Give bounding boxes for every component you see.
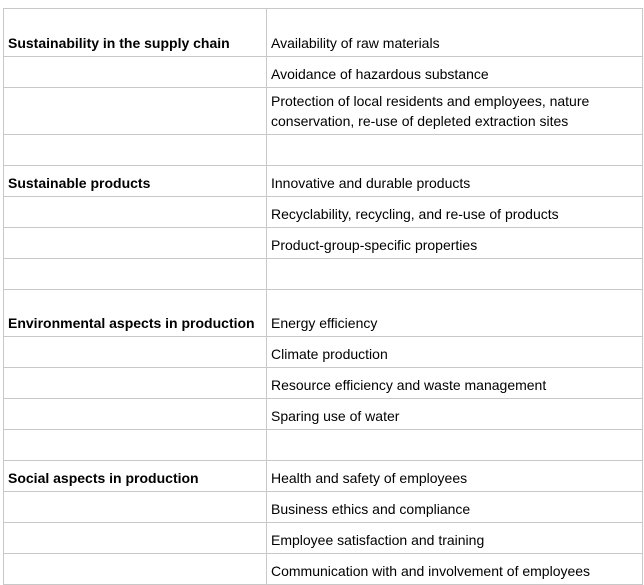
table-row xyxy=(4,461,643,492)
aspect-cell: Innovative and durable products xyxy=(267,166,643,197)
category-cell: Sustainability in the supply chain xyxy=(4,9,267,57)
category-cell xyxy=(4,554,267,585)
table-row xyxy=(4,368,643,399)
table-row xyxy=(4,197,643,228)
category-cell xyxy=(4,492,267,523)
category-cell xyxy=(4,337,267,368)
category-cell xyxy=(4,430,267,461)
aspect-cell: Product-group-specific properties xyxy=(267,228,643,259)
category-cell: Social aspects in production xyxy=(4,461,267,492)
aspect-cell: Recyclability, recycling, and re-use of products xyxy=(267,197,643,228)
category-cell xyxy=(4,228,267,259)
table-row xyxy=(4,337,643,368)
category-cell xyxy=(4,368,267,399)
aspect-cell: Communication with and involvement of employees xyxy=(267,554,643,585)
table-row xyxy=(4,259,643,290)
aspect-cell: Availability of raw materials xyxy=(267,9,643,57)
category-cell: Environmental aspects in production xyxy=(4,290,267,337)
aspect-cell xyxy=(267,430,643,461)
category-cell: Sustainable products xyxy=(4,166,267,197)
category-cell xyxy=(4,399,267,430)
aspect-cell: Employee satisfaction and training xyxy=(267,523,643,554)
table-row xyxy=(4,135,643,166)
aspect-cell xyxy=(267,135,643,166)
aspect-cell: Avoidance of hazardous substance xyxy=(267,57,643,88)
category-cell xyxy=(4,259,267,290)
table-row xyxy=(4,290,643,337)
category-cell xyxy=(4,57,267,88)
sustainability-matrix-table xyxy=(3,8,643,585)
table-row xyxy=(4,523,643,554)
category-cell xyxy=(4,135,267,166)
table-row xyxy=(4,228,643,259)
aspect-cell: Protection of local residents and employees, nature conservation, re-use of depleted extraction sites xyxy=(267,88,643,135)
table-row xyxy=(4,57,643,88)
table-row xyxy=(4,88,643,135)
aspect-cell: Climate production xyxy=(267,337,643,368)
table-row xyxy=(4,554,643,585)
category-cell xyxy=(4,523,267,554)
aspect-cell xyxy=(267,259,643,290)
aspect-cell: Resource efficiency and waste management xyxy=(267,368,643,399)
table-row xyxy=(4,492,643,523)
category-cell xyxy=(4,197,267,228)
table-row xyxy=(4,399,643,430)
aspect-cell: Sparing use of water xyxy=(267,399,643,430)
category-cell xyxy=(4,88,267,135)
table-row xyxy=(4,166,643,197)
table-row xyxy=(4,9,643,57)
aspect-cell: Business ethics and compliance xyxy=(267,492,643,523)
aspect-cell: Energy efficiency xyxy=(267,290,643,337)
aspect-cell: Health and safety of employees xyxy=(267,461,643,492)
table-row xyxy=(4,430,643,461)
